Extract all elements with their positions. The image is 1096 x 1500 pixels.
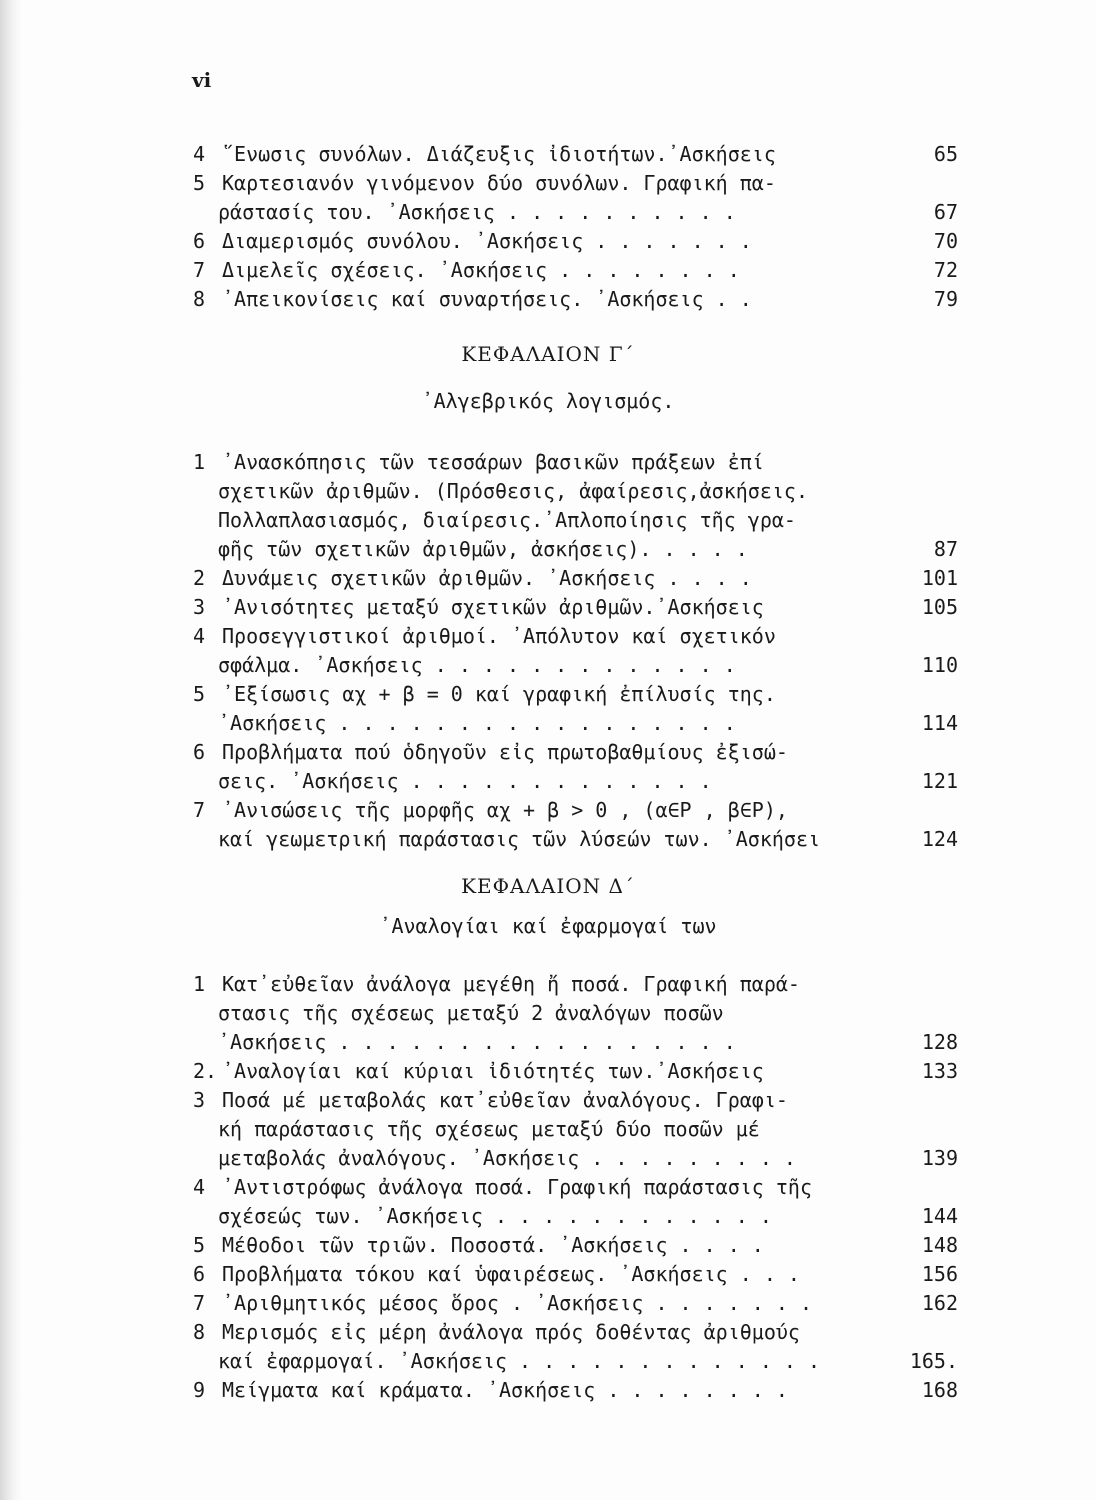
toc-entry-text: ᾽Ασκήσεις . . . . . . . . . . . . . . . . . xyxy=(218,1030,736,1054)
toc-entry xyxy=(0,1260,1096,1289)
toc-line xyxy=(0,680,1096,709)
toc-entry xyxy=(0,256,1096,285)
toc-line xyxy=(0,796,1096,825)
toc-entry-text: ᾽Αντιστρόφως ἀνάλογα ποσά. Γραφική παράστασις τῆς xyxy=(222,1175,813,1199)
toc-entry-page: 148 xyxy=(921,1233,958,1257)
toc-entry-number: 4 xyxy=(193,142,206,166)
toc-entry-text: Προβλήματα τόκου καί ὑφαιρέσεως. ᾽Ασκήσεις . . . xyxy=(222,1262,800,1286)
toc-entry-page: 87 xyxy=(933,537,958,561)
chapter-3-title: ΚΕΦΑΛΑΙΟΝ Γ΄ xyxy=(461,342,635,366)
toc-line xyxy=(0,564,1096,593)
toc-entry xyxy=(0,1318,1096,1376)
toc-entry-text: ᾽Αριθμητικός μέσος ὅρος . ᾽Ασκήσεις . . . . . . . xyxy=(222,1291,813,1315)
toc-entry-page: 144 xyxy=(921,1204,958,1228)
toc-entry-page: 133 xyxy=(921,1059,958,1083)
toc-entry-text: ᾽Αναλογίαι καί κύριαι ἰδιότητές των.᾽Ασκήσεις xyxy=(222,1059,764,1083)
toc-entry xyxy=(0,970,1096,1057)
toc-entry-page: 105 xyxy=(921,595,958,619)
toc-line xyxy=(0,738,1096,767)
toc-entry-number: 6 xyxy=(193,740,206,764)
toc-entry-page: 156 xyxy=(921,1262,958,1286)
toc-line xyxy=(0,140,1096,169)
toc-line xyxy=(0,622,1096,651)
toc-entry-text: Προβλήματα πού ὁδηγοῦν εἰς πρωτοβαθμίους ἐξισώ- xyxy=(222,740,788,764)
toc-line xyxy=(0,1318,1096,1347)
page-number: vi xyxy=(192,68,212,92)
toc-entry xyxy=(0,738,1096,796)
toc-entry-text: ᾽Ανισώσεις τῆς μορφῆς αχ + β > 0 , (α∈Ρ , β∈Ρ), xyxy=(222,798,788,822)
toc-entry-number: 1 xyxy=(193,450,206,474)
toc-entry-page: 72 xyxy=(933,258,958,282)
toc-line xyxy=(0,448,1096,477)
toc-line xyxy=(0,506,1096,535)
toc-entry-number: 1 xyxy=(193,972,206,996)
toc-section-proportions xyxy=(0,970,1096,1405)
toc-line xyxy=(0,169,1096,198)
toc-entry-number: 3 xyxy=(193,595,206,619)
toc-line xyxy=(0,1086,1096,1115)
toc-entry-text: Μέθοδοι τῶν τριῶν. Ποσοστά. ᾽Ασκήσεις . . . . xyxy=(222,1233,764,1257)
toc-entry xyxy=(0,1376,1096,1405)
toc-entry-page: 168 xyxy=(921,1378,958,1402)
toc-entry-page: 128 xyxy=(921,1030,958,1054)
toc-entry-text: καί γεωμετρική παράστασις τῶν λύσεών των. ᾽Ασκήσει xyxy=(218,827,821,851)
toc-line xyxy=(0,1231,1096,1260)
toc-entry-page: 110 xyxy=(921,653,958,677)
toc-entry-text: σχετικῶν ἀριθμῶν. (Πρόσθεσις, ἀφαίρεσις,ἀσκήσεις. xyxy=(218,479,809,503)
toc-entry-text: μεταβολάς ἀναλόγους. ᾽Ασκήσεις . . . . . . . . . xyxy=(218,1146,796,1170)
toc-line xyxy=(0,256,1096,285)
toc-section-algebra xyxy=(0,448,1096,854)
toc-entry xyxy=(0,1231,1096,1260)
toc-line xyxy=(0,1347,1096,1376)
toc-entry-text: ᾽Εξίσωσις αχ + β = 0 καί γραφική ἐπίλυσίς της. xyxy=(222,682,776,706)
toc-entry xyxy=(0,1057,1096,1086)
toc-line xyxy=(0,999,1096,1028)
toc-entry xyxy=(0,622,1096,680)
toc-line xyxy=(0,1260,1096,1289)
toc-section-sets xyxy=(0,140,1096,314)
toc-line xyxy=(0,825,1096,854)
toc-line xyxy=(0,970,1096,999)
toc-entry-text: ᾽Ασκήσεις . . . . . . . . . . . . . . . . . xyxy=(218,711,736,735)
toc-entry-number: 3 xyxy=(193,1088,206,1112)
toc-entry-number: 5 xyxy=(193,682,206,706)
toc-line xyxy=(0,1028,1096,1057)
toc-entry-text: κή παράστασις τῆς σχέσεως μεταξύ δύο ποσῶν μέ xyxy=(218,1117,760,1141)
toc-entry xyxy=(0,140,1096,169)
toc-entry-number: 2 xyxy=(193,566,206,590)
toc-entry-number: 7 xyxy=(193,798,206,822)
toc-entry-number: 7 xyxy=(193,1291,206,1315)
toc-entry-page: 79 xyxy=(933,287,958,311)
toc-entry-text: Κατ᾽εὐθεῖαν ἀνάλογα μεγέθη ἤ ποσά. Γραφική παρά- xyxy=(222,972,800,996)
toc-entry-number: 6 xyxy=(193,1262,206,1286)
chapter-4-title: ΚΕΦΑΛΑΙΟΝ Δ΄ xyxy=(461,874,635,898)
toc-line xyxy=(0,535,1096,564)
toc-entry-page: 124 xyxy=(921,827,958,851)
toc-line xyxy=(0,1289,1096,1318)
toc-entry-page: 101 xyxy=(921,566,958,590)
toc-entry-text: σχέσεώς των. ᾽Ασκήσεις . . . . . . . . . . . . xyxy=(218,1204,772,1228)
toc-entry-page: 139 xyxy=(921,1146,958,1170)
toc-entry-page: 121 xyxy=(921,769,958,793)
toc-entry-text: Μείγματα καί κράματα. ᾽Ασκήσεις . . . . . . . . xyxy=(222,1378,788,1402)
toc-entry-page: 114 xyxy=(921,711,958,735)
toc-entry xyxy=(0,564,1096,593)
toc-entry-page: 165. xyxy=(909,1349,958,1373)
toc-entry xyxy=(0,169,1096,227)
toc-entry xyxy=(0,285,1096,314)
toc-entry-number: 9 xyxy=(193,1378,206,1402)
toc-entry-text: Δυνάμεις σχετικῶν ἀριθμῶν. ᾽Ασκήσεις . . . . xyxy=(222,566,752,590)
toc-entry-number: 8 xyxy=(193,1320,206,1344)
toc-line xyxy=(0,1173,1096,1202)
toc-entry-page: 67 xyxy=(933,200,958,224)
toc-line xyxy=(0,1376,1096,1405)
toc-line xyxy=(0,1202,1096,1231)
toc-entry-text: Διαμερισμός συνόλου. ᾽Ασκήσεις . . . . . . . xyxy=(222,229,752,253)
toc-entry-text: ῞Ενωσις συνόλων. Διάζευξις ἰδιοτήτων.᾽Ασκήσεις xyxy=(222,142,776,166)
toc-entry-number: 4 xyxy=(193,1175,206,1199)
toc-line xyxy=(0,767,1096,796)
toc-entry-page: 70 xyxy=(933,229,958,253)
chapter-4-subtitle: ᾽Αναλογίαι καί ἐφαρμογαί των xyxy=(379,914,717,938)
toc-entry xyxy=(0,1086,1096,1173)
toc-entry-number: 2. xyxy=(193,1059,218,1083)
chapter-3-subtitle: ᾽Αλγεβρικός λογισμός. xyxy=(421,389,675,413)
toc-entry-text: Πολλαπλασιασμός, διαίρεσις.᾽Απλοποίησις τῆς γρα- xyxy=(218,508,796,532)
toc-line xyxy=(0,593,1096,622)
toc-line xyxy=(0,227,1096,256)
toc-entry-text: Διμελεῖς σχέσεις. ᾽Ασκήσεις . . . . . . . . xyxy=(222,258,740,282)
toc-entry-text: ᾽Απεικονίσεις καί συναρτήσεις. ᾽Ασκήσεις . . xyxy=(222,287,752,311)
toc-line xyxy=(0,285,1096,314)
toc-entry xyxy=(0,593,1096,622)
toc-entry-text: σεις. ᾽Ασκήσεις . . . . . . . . . . . . . xyxy=(218,769,712,793)
toc-line xyxy=(0,1115,1096,1144)
toc-line xyxy=(0,477,1096,506)
toc-entry xyxy=(0,796,1096,854)
toc-entry-number: 4 xyxy=(193,624,206,648)
toc-entry-text: ᾽Ανασκόπησις τῶν τεσσάρων βασικῶν πράξεων ἐπί xyxy=(222,450,764,474)
toc-line xyxy=(0,1057,1096,1086)
toc-entry-page: 65 xyxy=(933,142,958,166)
toc-entry-number: 8 xyxy=(193,287,206,311)
toc-entry-text: Προσεγγιστικοί ἀριθμοί. ᾽Απόλυτον καί σχετικόν xyxy=(222,624,776,648)
toc-entry xyxy=(0,448,1096,564)
toc-entry-text: στασις τῆς σχέσεως μεταξύ 2 ἀναλόγων ποσῶν xyxy=(218,1001,724,1025)
toc-line xyxy=(0,709,1096,738)
toc-entry xyxy=(0,1289,1096,1318)
toc-entry-number: 5 xyxy=(193,1233,206,1257)
toc-entry-text: ᾽Ανισότητες μεταξύ σχετικῶν ἀριθμῶν.᾽Ασκήσεις xyxy=(222,595,764,619)
toc-entry xyxy=(0,680,1096,738)
toc-entry-text: Ποσά μέ μεταβολάς κατ᾽εὐθεῖαν ἀναλόγους. Γραφι- xyxy=(222,1088,788,1112)
toc-entry-text: Καρτεσιανόν γινόμενον δύο συνόλων. Γραφική πα- xyxy=(222,171,776,195)
toc-entry-text: φῆς τῶν σχετικῶν ἀριθμῶν, ἀσκήσεις). . . . . xyxy=(218,537,748,561)
toc-entry-number: 7 xyxy=(193,258,206,282)
toc-entry xyxy=(0,1173,1096,1231)
toc-line xyxy=(0,198,1096,227)
toc-entry-number: 5 xyxy=(193,171,206,195)
toc-line xyxy=(0,651,1096,680)
toc-entry-text: καί ἐφαρμογαί. ᾽Ασκήσεις . . . . . . . . . . . . . xyxy=(218,1349,821,1373)
toc-entry-text: σφάλμα. ᾽Ασκήσεις . . . . . . . . . . . . . xyxy=(218,653,736,677)
toc-entry-page: 162 xyxy=(921,1291,958,1315)
toc-entry-text: Μερισμός εἰς μέρη ἀνάλογα πρός δοθέντας ἀριθμούς xyxy=(222,1320,800,1344)
toc-entry-number: 6 xyxy=(193,229,206,253)
toc-entry xyxy=(0,227,1096,256)
toc-entry-text: ράστασίς του. ᾽Ασκήσεις . . . . . . . . . . xyxy=(218,200,736,224)
toc-line xyxy=(0,1144,1096,1173)
